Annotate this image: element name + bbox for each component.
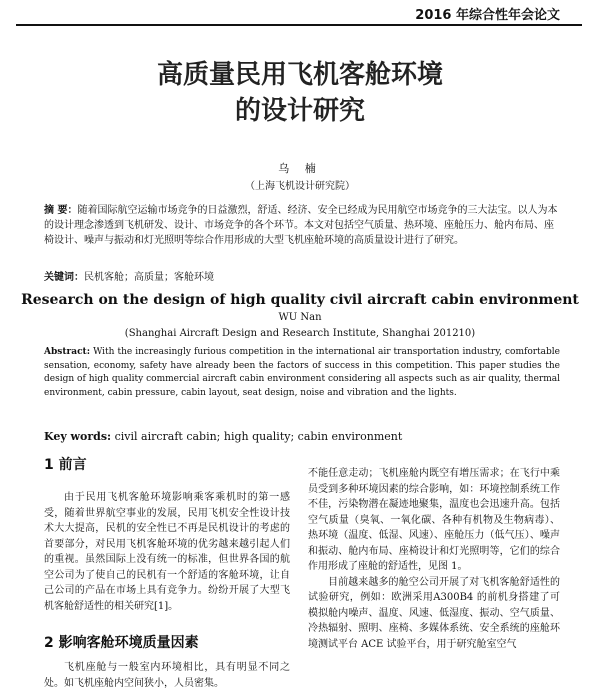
abstract-cn-text: 随着国际航空运输市场竞争的日益激烈，舒适、经济、安全已经成为民用航空市场竞争的三大法宝。以人为本的设计理念渗透到飞机研发、设计、市场竞争的各个环节。本文对包括空气质量、热环境、座舱压力、舱内布局、座椅设计、噪声与振动和灯光照明等综合作用形成的大型飞机座舱环境的高质量设计进行了研究。 — [44, 205, 558, 246]
section-1-paragraph: 由于民用飞机客舱环境影响乘客乘机时的第一感受，随着世界航空事业的发展，民用飞机安全性设计技术大大提高，民机的安全性已不再是民机设计的考虑的首要部分，对民用飞机客舱环境的优劣越来越引起人们的重视。虽然国际上没有统一的标准，但世界各国的航空公司为了使自己的民机有一个舒适的客舱环境，让自己公司的产品在市场上具有竞争力。纷纷开展了大型飞机客舱舒适性的相关研究[1]。 — [44, 492, 290, 612]
abstract-en-text: With the increasingly furious competition in the international air transportation industry, comfortable sensation, economy, safety have already been the factors of success in this competition. This paper studies the design of high quality commercial aircraft cabin environment considering all aspects such as air quality, thermal environment, cabin pressure, cabin layout, seat design, noise and vibration and the lights. — [44, 347, 560, 398]
author: 乌 楠 — [278, 162, 322, 175]
section-1-heading: 1 前言 — [44, 457, 87, 473]
keywords-en-text: civil aircraft cabin; high quality; cabin environment — [114, 430, 403, 443]
section-2-paragraph: 飞机座舱与一般室内环境相比，具有明显不同之处。如飞机座舱内空间狭小，人员密集。 — [44, 662, 290, 689]
english-title: Research on the design of high quality civil aircraft cabin environment — [21, 292, 579, 308]
abstract-en — [44, 346, 560, 400]
header-rule — [16, 24, 582, 26]
journal-header: 2016 年综合性年会论文 — [415, 8, 560, 23]
section-2-heading: 2 影响客舱环境质量因素 — [44, 635, 199, 651]
right-column-paragraph-2: 目前越来越多的舱空公司开展了对飞机客舱舒适性的试验研究，例如：欧洲采用A300B4 的前机身搭建了可模拟舱内噪声、温度、风速、低湿度、振动、空气质量、冷热辐射、照明、座椅、多媒体系统、安全系统的座舱环境测试平台 ACE 试验平台，用于研究舱室空气 — [308, 576, 560, 650]
keywords-cn-label: 关键词： — [44, 272, 84, 283]
right-column-paragraph-1: 不能任意走动；飞机座舱内既空有增压需求；在飞行中乘员受到多种环境因素的综合影响，如：环境控制系统工作不佳，污染物潜在凝迹地聚集，温度也会迅速升高。包括空气质量（臭氧、一氧化碳、各种有机物及生物病毒）、热环境（温度、低湿、风速）、座舱压力（低气压）、噪声和振动、舱内布局、座椅设计和灯光照明等，它们的综合作用形成了座舱的舒适性，见图 1。 — [308, 468, 560, 572]
abstract-en-label: Abstract: — [44, 347, 91, 357]
title-line-1: 高质量民用飞机客舱环境 — [156, 60, 443, 90]
english-affiliation: (Shanghai Aircraft Design and Research Institute, Shanghai 201210) — [124, 328, 476, 339]
keywords-en — [44, 430, 560, 443]
abstract-cn-label: 摘 要： — [44, 205, 78, 216]
abstract-cn — [44, 203, 558, 248]
keywords-cn-text: 民机客舱；高质量；客舱环境 — [84, 272, 214, 283]
keywords-cn — [44, 268, 558, 283]
title-line-2: 的设计研究 — [234, 96, 365, 126]
section-2-body — [44, 660, 290, 691]
affiliation: （上海飞机设计研究院） — [245, 181, 355, 192]
english-author: WU Nan — [278, 312, 322, 323]
right-column — [308, 466, 560, 652]
keywords-en-label: Key words: — [44, 430, 112, 443]
section-1-body — [44, 490, 290, 614]
